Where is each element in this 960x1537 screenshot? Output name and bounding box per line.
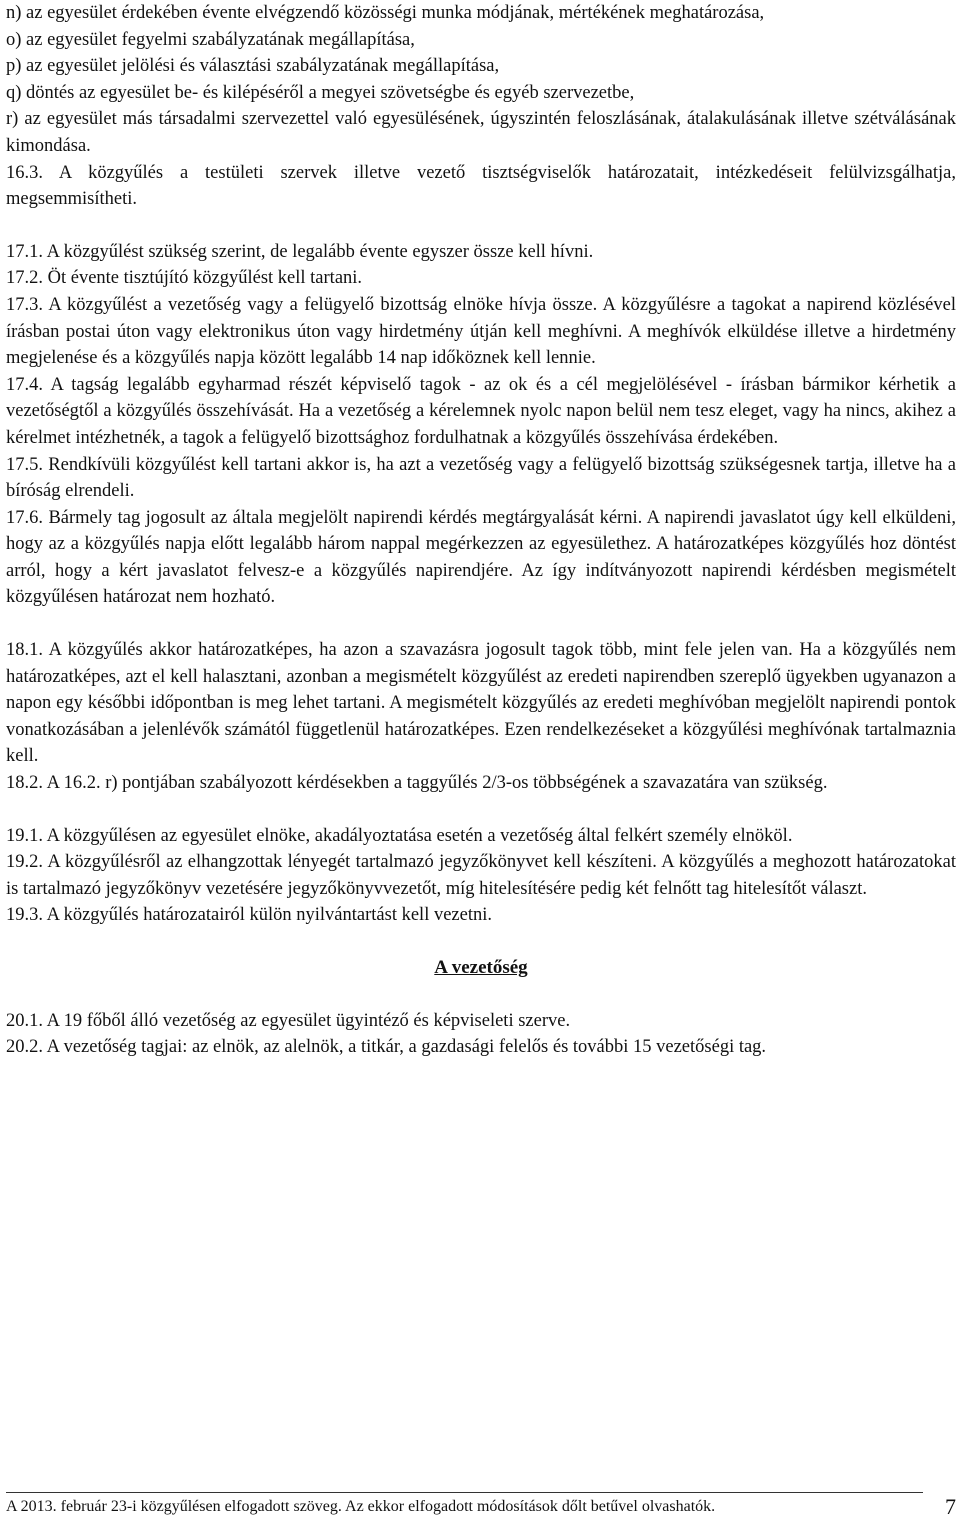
paragraph-17-6: 17.6. Bármely tag jogosult az általa megjelölt napirendi kérdés megtárgyalását kérni. A napirendi javaslatot úgy kell elküldeni, hogy az a közgyűlés napja előtt legalább három nappal megérkezzen az egyesülethez. A határozatképes közgyűlés hoz döntést arról, hogy a kért javaslatot felvesz-e a közgyűlés napirendjére. Az így indítványozott napirendi kérdésben megismételt közgyűlésen határozat nem hozható. <box>6 507 956 608</box>
footer-divider <box>6 1492 923 1493</box>
document-body <box>6 0 956 1061</box>
paragraph-20-1: 20.1. A 19 főből álló vezetőség az egyesület ügyintéző és képviseleti szerve. <box>6 1010 571 1031</box>
paragraph-17-2: 17.2. Öt évente tisztújító közgyűlést kell tartani. <box>6 268 363 289</box>
paragraph-20-2: 20.2. A vezetőség tagjai: az elnök, az alelnök, a titkár, a gazdasági felelős és további 15 vezetőségi tag. <box>6 1037 767 1058</box>
paragraph-19-1: 19.1. A közgyűlésen az egyesület elnöke, akadályoztatása esetén a vezetőség által felkért személy elnököl. <box>6 825 793 846</box>
paragraph-16-2-n: n) az egyesület érdekében évente elvégzendő közösségi munka módjának, mértékének meghatározása, <box>6 3 765 23</box>
paragraph-19-3: 19.3. A közgyűlés határozatairól külön nyilvántartást kell vezetni. <box>6 905 493 926</box>
paragraph-17-3: 17.3. A közgyűlést a vezetőség vagy a felügyelő bizottság elnöke hívja össze. A közgyűlésre a tagokat a napirend közlésével írásban postai úton vagy elektronikus úton vagy hirdetmény útján kell meghívni. A meghívók elküldése illetve a hirdetmény megjelenése és a közgyűlés napja között legalább 14 nap időköznek kell lennie. <box>6 294 956 369</box>
paragraph-18-2: 18.2. A 16.2. r) pontjában szabályozott kérdésekben a taggyűlés 2/3-os többségének a szavazatára van szükség. <box>6 773 828 794</box>
paragraph-18-1: 18.1. A közgyűlés akkor határozatképes, ha azon a szavazásra jogosult tagok több, mint fele jelen van. Ha a közgyűlés nem határozatképes, azt el kell halasztani, azonban a megismételt közgyűlést az eredeti napirendben szereplő ügyekben ugyanazon a napon egy későbbi időpontban is meg lehet tartani. A megismételt közgyűlés az eredeti meghívóban megjelölt napirendi pontok vonatkozásában a jelenlévők számától függetlenül határozatképes. Ezen rendelkezéseket a közgyűlési meghívónak tartalmaznia kell. <box>6 640 956 767</box>
paragraph-17-4: 17.4. A tagság legalább egyharmad részét képviselő tagok - az ok és a cél megjelölésével - írásban bármikor kérhetik a vezetőségtől a közgyűlés összehívását. Ha a vezetőség a kérelemnek nyolc napon belül nem tesz eleget, vagy ha nincs, akihez a kérelmet intézhetnék, a tagok a felügyelő bizottsághoz fordulhatnak a közgyűlés összehívása érdekében. <box>6 374 956 448</box>
paragraph-16-2-p: p) az egyesület jelölési és választási szabályzatának megállapítása, <box>6 56 500 77</box>
paragraph-16-2-q: q) döntés az egyesület be- és kilépéséről a megyei szövetségbe és egyéb szervezetbe, <box>6 82 635 103</box>
paragraph-19-2: 19.2. A közgyűlésről az elhangzottak lényegét tartalmazó jegyzőkönyvet kell készíteni. A közgyűlés a meghozott határozatokat is tartalmazó jegyzőkönyv vezetésére jegyzőkönyvvezetőt, míg hitelesítésére pedig két felnőtt tag hitelesítőt választ. <box>6 852 956 899</box>
paragraph-17-1: 17.1. A közgyűlést szükség szerint, de legalább évente egyszer össze kell hívni. <box>6 241 594 262</box>
page-footer <box>6 1492 956 1537</box>
section-heading: A vezetőség <box>434 957 528 978</box>
paragraph-17-5: 17.5. Rendkívüli közgyűlést kell tartani akkor is, ha azt a vezetőség vagy a felügyelő bizottság szükségesnek tartja, illetve ha a bíróság elrendeli. <box>6 454 956 502</box>
paragraph-16-2-o: o) az egyesület fegyelmi szabályzatának megállapítása, <box>6 29 415 50</box>
document-page <box>6 0 956 1061</box>
paragraph-16-2-r: r) az egyesület más társadalmi szervezettel való egyesülésének, úgyszintén feloszlásának, átalakulásának illetve szétválásának kimondása. <box>6 109 956 156</box>
paragraph-16-3: 16.3. A közgyűlés a testületi szervek illetve vezető tisztségviselők határozatait, intézkedéseit felülvizsgálhatja, megsemmisítheti. <box>6 162 956 210</box>
page-number: 7 <box>945 1494 956 1519</box>
footer-note: A 2013. február 23-i közgyűlésen elfogadott szöveg. Az ekkor elfogadott módosítások dőlt betűvel olvashatók. <box>6 1498 716 1515</box>
